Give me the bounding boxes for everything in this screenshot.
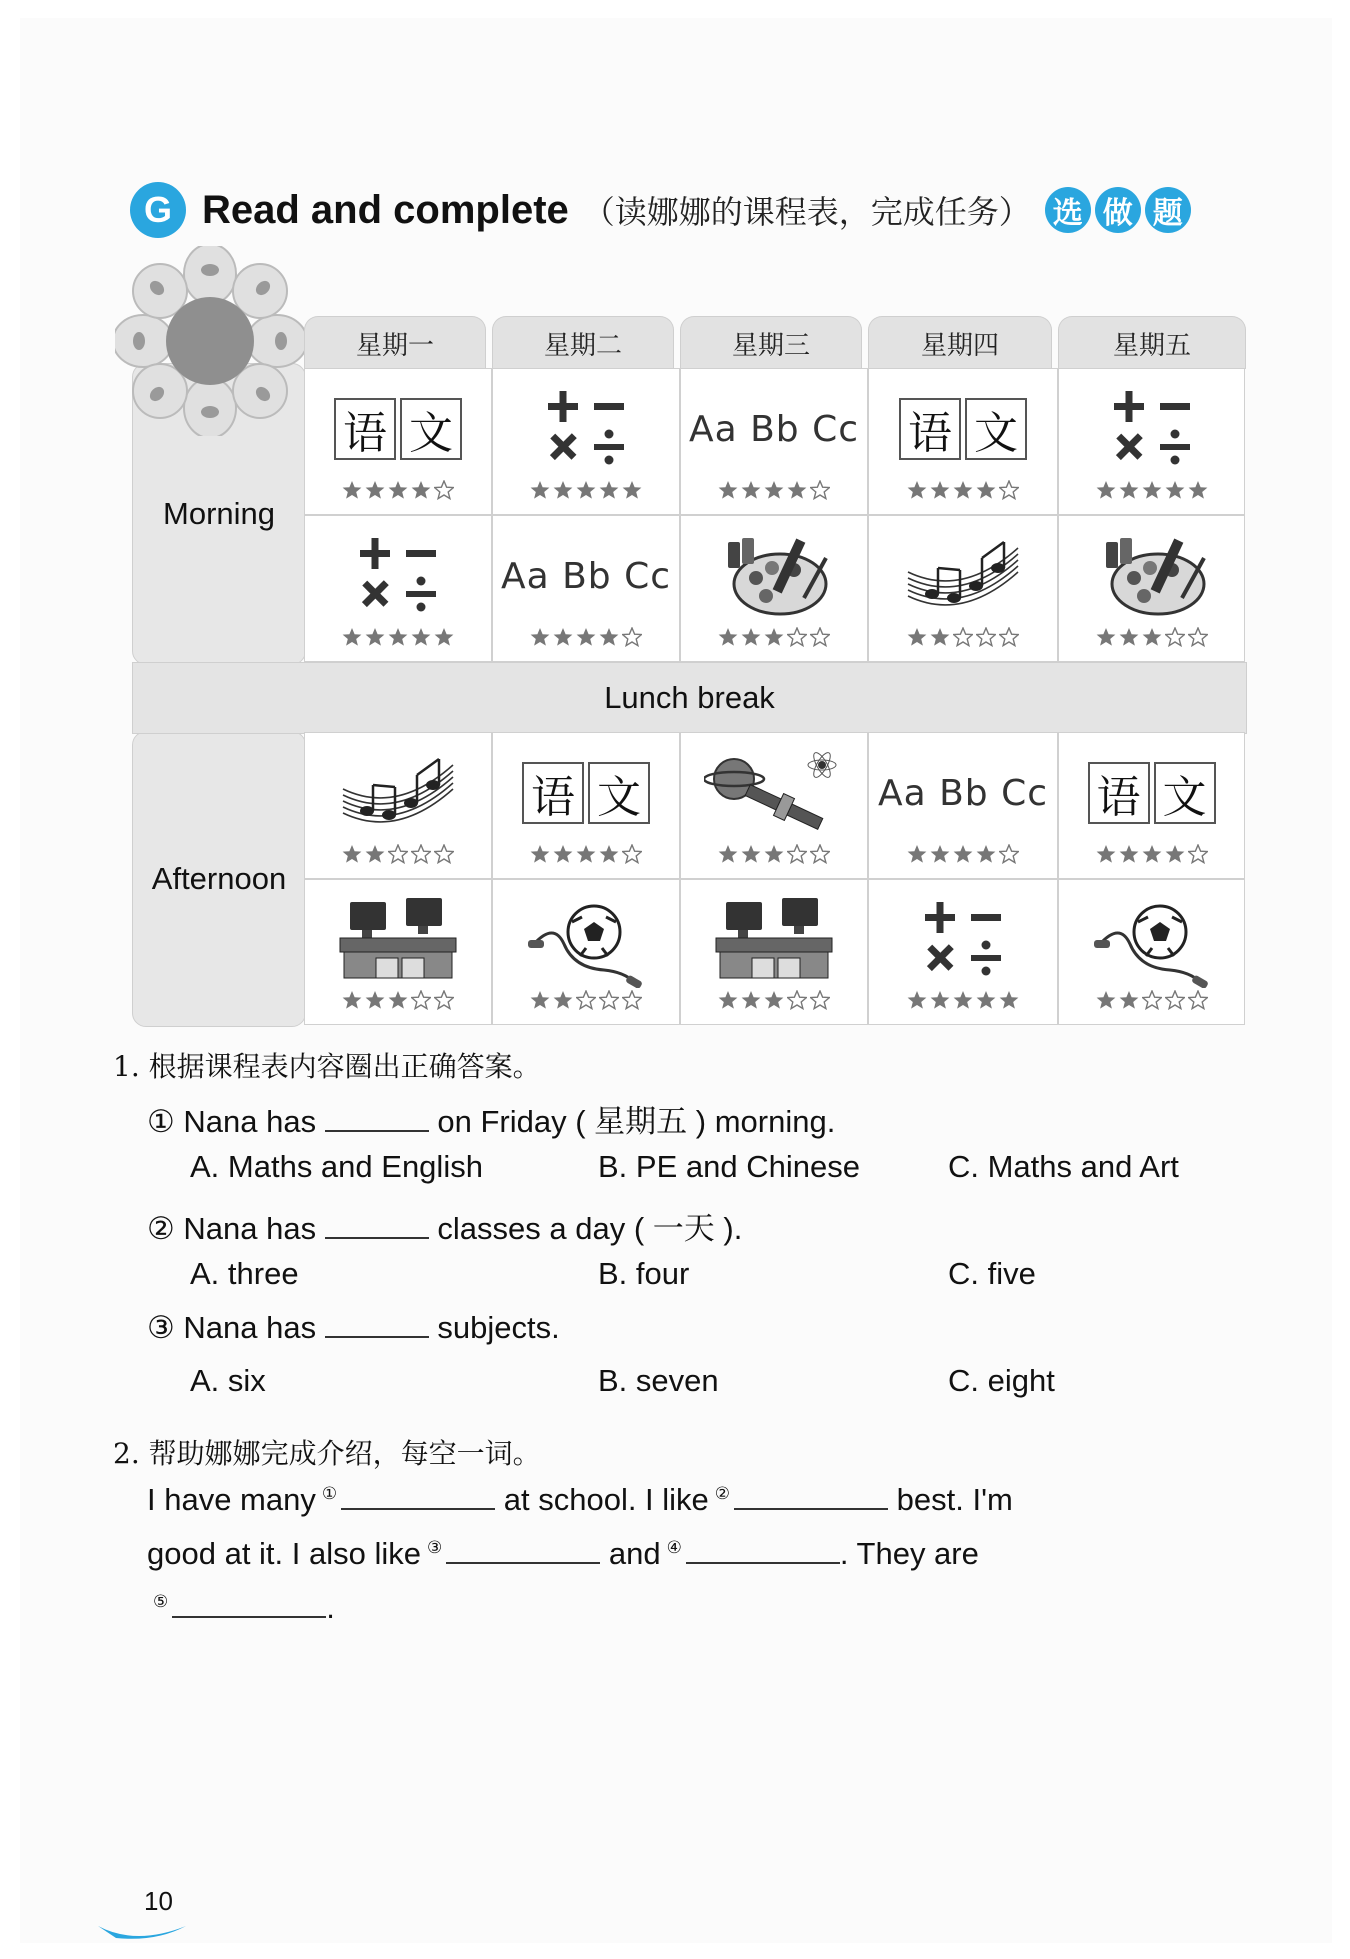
chinese-icon [305,379,491,479]
chinese-char: 语 [522,762,584,824]
star-filled-icon [930,990,950,1010]
passage-text: best. I'm [896,1482,1013,1517]
lesson-cell-pe [492,879,680,1025]
question-number: ③ [147,1310,175,1345]
star-empty-icon [434,480,454,500]
star-filled-icon [764,480,784,500]
question-3 [147,1310,560,1346]
star-empty-icon [1188,627,1208,647]
star-filled-icon [1165,844,1185,864]
star-filled-icon [1142,627,1162,647]
star-empty-icon [810,627,830,647]
music-icon [869,526,1057,626]
star-filled-icon [1119,844,1139,864]
star-empty-icon [999,627,1019,647]
star-filled-icon [576,844,596,864]
english-letters: Aa Bb Cc [688,408,860,450]
maths-icon [493,379,679,479]
workbook-page [20,18,1332,1943]
star-filled-icon [1119,627,1139,647]
star-filled-icon [1119,480,1139,500]
star-filled-icon [1096,480,1116,500]
question-text-after: classes a day ( 一天 ). [437,1211,743,1246]
rating-stars [1059,844,1244,870]
star-filled-icon [365,990,385,1010]
english-icon [869,743,1057,843]
star-filled-icon [930,844,950,864]
afternoon-block [132,731,306,1027]
star-empty-icon [999,480,1019,500]
day-header-wednesday: 星期三 [680,316,862,369]
star-filled-icon [365,627,385,647]
english-letters: Aa Bb Cc [500,555,672,597]
passage-text: I have many [147,1482,316,1517]
chinese-char: 文 [965,398,1027,460]
question-text-before: Nana has [183,1310,317,1345]
star-empty-icon [411,844,431,864]
star-empty-icon [999,844,1019,864]
star-filled-icon [530,844,550,864]
passage-line-2 [147,1536,979,1572]
star-filled-icon [741,627,761,647]
answer-blank-3[interactable] [446,1561,600,1564]
chinese-icon [869,379,1057,479]
star-empty-icon [576,990,596,1010]
rating-stars [305,480,491,506]
chinese-characters [899,398,1027,460]
star-filled-icon [718,844,738,864]
star-filled-icon [599,627,619,647]
star-filled-icon [741,480,761,500]
star-filled-icon [530,480,550,500]
question-1 [147,1096,835,1141]
star-filled-icon [764,844,784,864]
lesson-cell-chinese [868,368,1058,515]
star-filled-icon [976,990,996,1010]
star-filled-icon [1119,990,1139,1010]
rating-stars [305,844,491,870]
question-text-before: Nana has [183,1211,317,1246]
lesson-cell-maths [1058,368,1245,515]
blank-mark-4: ④ [666,1537,682,1557]
star-filled-icon [434,627,454,647]
music-icon [305,743,491,843]
section-header [130,180,1191,240]
star-filled-icon [411,627,431,647]
day-header-thursday: 星期四 [868,316,1052,369]
star-filled-icon [930,627,950,647]
answer-blank[interactable] [325,1129,429,1132]
star-empty-icon [1188,844,1208,864]
star-filled-icon [599,844,619,864]
star-empty-icon [810,990,830,1010]
star-empty-icon [787,627,807,647]
star-filled-icon [553,627,573,647]
lesson-cell-maths [492,368,680,515]
question-number: ② [147,1211,175,1246]
rating-stars [493,627,679,653]
rating-stars [493,990,679,1016]
chinese-characters [1088,762,1216,824]
star-filled-icon [576,480,596,500]
lesson-cell-maths [304,515,492,662]
answer-blank[interactable] [325,1236,429,1239]
star-filled-icon [342,844,362,864]
question-text-after: subjects. [437,1310,560,1345]
day-header-friday: 星期五 [1058,316,1246,369]
star-empty-icon [622,627,642,647]
chinese-char: 语 [899,398,961,460]
star-filled-icon [930,480,950,500]
answer-blank-5[interactable] [172,1615,326,1618]
option-a[interactable]: A. three [190,1256,299,1291]
computer-icon [305,890,491,990]
chinese-characters [522,762,650,824]
chinese-char: 文 [400,398,462,460]
chinese-char: 文 [588,762,650,824]
pe-icon [1059,890,1244,990]
chinese-char: 语 [334,398,396,460]
star-filled-icon [764,990,784,1010]
lesson-cell-english [680,368,868,515]
chinese-icon [493,743,679,843]
question-text-before: Nana has [183,1104,317,1139]
star-filled-icon [342,990,362,1010]
star-filled-icon [530,627,550,647]
maths-icon [305,526,491,626]
day-header-monday: 星期一 [304,316,486,369]
option-b[interactable]: B. seven [598,1363,719,1398]
star-filled-icon [365,844,385,864]
star-filled-icon [1142,844,1162,864]
page-number: 10 [144,1886,173,1916]
blank-mark-1: ① [321,1483,338,1503]
answer-blank-1[interactable] [341,1507,495,1510]
star-empty-icon [1165,627,1185,647]
star-filled-icon [718,480,738,500]
pe-icon [493,890,679,990]
optional-tag-2: 做 [1095,187,1141,233]
star-filled-icon [907,480,927,500]
answer-blank[interactable] [325,1335,429,1338]
star-filled-icon [388,480,408,500]
maths-icon [869,890,1057,990]
lesson-cell-pe [1058,879,1245,1025]
star-filled-icon [365,480,385,500]
star-empty-icon [434,990,454,1010]
rating-stars [681,990,867,1016]
star-filled-icon [530,990,550,1010]
rating-stars [681,627,867,653]
star-empty-icon [787,844,807,864]
rating-stars [869,844,1057,870]
rating-stars [305,990,491,1016]
rating-stars [681,844,867,870]
lesson-cell-music [304,732,492,879]
star-filled-icon [976,844,996,864]
star-filled-icon [1165,480,1185,500]
star-empty-icon [810,480,830,500]
star-filled-icon [976,480,996,500]
star-filled-icon [787,480,807,500]
blank-mark-2: ② [714,1483,731,1503]
option-c[interactable]: C. five [948,1256,1036,1291]
star-filled-icon [388,990,408,1010]
lesson-cell-chinese [1058,732,1245,879]
star-filled-icon [342,627,362,647]
rating-stars [493,480,679,506]
passage-text: . They are [839,1536,979,1571]
star-filled-icon [741,844,761,864]
star-filled-icon [764,627,784,647]
lesson-cell-chinese [492,732,680,879]
sun-flower-icon [115,246,305,436]
star-filled-icon [622,480,642,500]
chinese-characters [334,398,462,460]
art-icon [681,526,867,626]
rating-stars [493,844,679,870]
question-2 [147,1203,742,1248]
option-a[interactable]: A. six [190,1363,266,1398]
section-title: Read and complete [202,187,569,232]
star-empty-icon [953,627,973,647]
blank-mark-3: ③ [427,1537,443,1557]
star-filled-icon [576,627,596,647]
star-empty-icon [810,844,830,864]
lesson-cell-art [680,515,868,662]
star-filled-icon [907,627,927,647]
star-filled-icon [953,844,973,864]
star-empty-icon [599,990,619,1010]
part2-heading: 2. 帮助娜娜完成介绍，每空一词。 [113,1437,541,1470]
star-empty-icon [1165,990,1185,1010]
star-filled-icon [1096,627,1116,647]
part1-heading: 1. 根据课程表内容圈出正确答案。 [113,1050,541,1083]
star-filled-icon [1096,844,1116,864]
star-filled-icon [718,627,738,647]
star-filled-icon [741,990,761,1010]
star-filled-icon [553,990,573,1010]
star-empty-icon [411,990,431,1010]
afternoon-label: Afternoon [151,861,287,896]
computer-icon [681,890,867,990]
star-filled-icon [388,627,408,647]
passage-text: and [608,1536,661,1571]
star-filled-icon [553,844,573,864]
day-header-tuesday: 星期二 [492,316,674,369]
star-filled-icon [718,990,738,1010]
lesson-cell-chinese [304,368,492,515]
english-icon [681,379,867,479]
rating-stars [305,627,491,653]
star-empty-icon [1142,990,1162,1010]
star-empty-icon [622,844,642,864]
rating-stars [1059,627,1244,653]
star-empty-icon [622,990,642,1010]
star-filled-icon [553,480,573,500]
rating-stars [869,480,1057,506]
question-number: ① [147,1104,175,1139]
passage-line-1 [147,1482,1013,1518]
rating-stars [869,627,1057,653]
star-filled-icon [599,480,619,500]
page-swoosh-icon [96,1920,188,1946]
star-filled-icon [907,844,927,864]
option-c[interactable]: C. eight [948,1363,1055,1398]
option-b[interactable]: B. four [598,1256,690,1291]
answer-blank-4[interactable] [686,1561,840,1564]
section-badge: G [130,182,186,238]
blank-mark-5: ⑤ [153,1591,169,1611]
lesson-cell-computer [680,879,868,1025]
lunch-break-row [132,662,1247,734]
star-filled-icon [411,480,431,500]
lesson-cell-english [492,515,680,662]
lesson-cell-music [868,515,1058,662]
optional-tag-3: 题 [1145,187,1191,233]
option-c[interactable]: C. Maths and Art [948,1149,1179,1184]
lesson-cell-english [868,732,1058,879]
passage-line-3 [147,1590,335,1626]
star-empty-icon [787,990,807,1010]
rating-stars [869,990,1057,1016]
english-letters: Aa Bb Cc [877,772,1049,814]
passage-text: good at it. I also like [147,1536,421,1571]
question-text-after: on Friday ( 星期五 ) morning. [437,1104,836,1139]
morning-label: Morning [163,496,275,531]
lunch-break-label: Lunch break [604,680,775,715]
star-filled-icon [1188,480,1208,500]
art-icon [1059,526,1244,626]
star-filled-icon [1096,990,1116,1010]
section-subtitle: （读娜娜的课程表，完成任务） [582,193,1031,231]
rating-stars [1059,480,1244,506]
star-empty-icon [976,627,996,647]
star-empty-icon [434,844,454,864]
passage-text: . [326,1590,335,1625]
star-empty-icon [1188,990,1208,1010]
chinese-char: 文 [1154,762,1216,824]
star-filled-icon [953,480,973,500]
science-icon [681,743,867,843]
lesson-cell-computer [304,879,492,1025]
chinese-char: 语 [1088,762,1150,824]
star-empty-icon [388,844,408,864]
star-filled-icon [1142,480,1162,500]
option-b[interactable]: B. PE and Chinese [598,1149,860,1184]
maths-icon [1059,379,1244,479]
answer-blank-2[interactable] [734,1507,888,1510]
star-filled-icon [953,990,973,1010]
lesson-cell-science [680,732,868,879]
star-filled-icon [999,990,1019,1010]
star-filled-icon [907,990,927,1010]
star-filled-icon [342,480,362,500]
lesson-cell-art [1058,515,1245,662]
rating-stars [681,480,867,506]
lesson-cell-maths [868,879,1058,1025]
option-a[interactable]: A. Maths and English [190,1149,483,1184]
chinese-icon [1059,743,1244,843]
english-icon [493,526,679,626]
passage-text: at school. I like [503,1482,709,1517]
rating-stars [1059,990,1244,1016]
optional-tag-1: 选 [1045,187,1091,233]
